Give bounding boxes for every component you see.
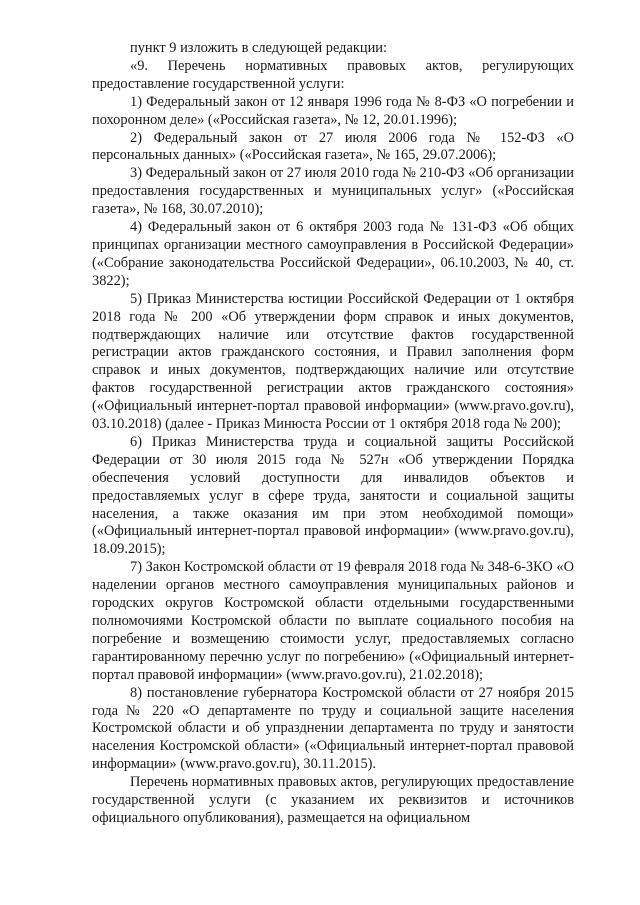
paragraph-law-4: 4) Федеральный закон от 6 октября 2003 года № 131-ФЗ «Об общих принципах организации местного самоуправления в Российской Федерации» («Собрание законодательства Российской Федерации», 06.10.2003, № 40, ст. 3822); [92,219,574,289]
paragraph-law-2: 2) Федеральный закон от 27 июля 2006 года № 152-ФЗ «О персональных данных» («Российская газета», № 165, 29.07.2006); [92,129,574,164]
paragraph-law-7: 7) Закон Костромской области от 19 февраля 2018 года № 348-6-ЗКО «О наделении органов местного самоуправления муниципальных районов и городских округов Костромской области отдельными государственными полномочиями Костромской области по выплате социального пособия на погребение и возмещению стоимости услуг, предоставляемых согласно гарантированному перечню услуг по погребению» («Официальный интернет-портал правовой информации» (www.pravo.gov.ru), 21.02.2018); [92,559,574,683]
paragraph-law-3: 3) Федеральный закон от 27 июля 2010 года № 210-ФЗ «Об организации предоставления государственных и муниципальных услуг» («Российская газета», № 168, 30.07.2010); [92,165,574,218]
paragraph-law-8: 8) постановление губернатора Костромской области от 27 ноября 2015 года № 220 «О департаменте по труду и социальной защите населения Костромской области и об упразднении департамента по труду и занятости населения Костромской области» («Официальный интернет-портал правовой информации» (www.pravo.gov.ru), 30.11.2015). [92,684,574,773]
paragraph-closing: Перечень нормативных правовых актов, регулирующих предоставление государственной услуги (с указанием их реквизитов и источников официального опубликования), размещается на официальном [92,774,574,826]
paragraph-intro: пункт 9 изложить в следующей редакции: [130,40,387,56]
paragraph-item-9-heading: «9. Перечень нормативных правовых актов, регулирующих предоставление государственной услуги: [92,57,574,92]
paragraph-law-1: 1) Федеральный закон от 12 января 1996 года № 8-ФЗ «О погребении и похоронном деле» («Российская газета», № 12, 20.01.1996); [92,93,574,128]
paragraph-law-6: 6) Приказ Министерства труда и социальной защиты Российской Федерации от 30 июля 2015 года № 527н «Об утверждении Порядка обеспечения условий доступности для инвалидов объектов и предоставляемых услуг в сфере труда, занятости и социальной защиты населения, а также оказания им при этом необходимой помощи» («Официальный интернет-портал правовой информации» (www.pravo.gov.ru), 18.09.2015); [92,433,574,558]
paragraph-law-5: 5) Приказ Министерства юстиции Российской Федерации от 1 октября 2018 года № 200 «Об утверждении форм справок и иных документов, подтверждающих наличие или отсутствие фактов государственной регистрации актов гражданского состояния, и Правил заполнения форм справок и иных документов, подтверждающих наличие или отсутствие фактов государственной регистрации актов гражданского состояния» («Официальный интернет-портал правовой информации» (www.pravo.gov.ru), 03.10.2018) (далее - Приказ Минюста России от 1 октября 2018 года № 200); [92,290,574,433]
